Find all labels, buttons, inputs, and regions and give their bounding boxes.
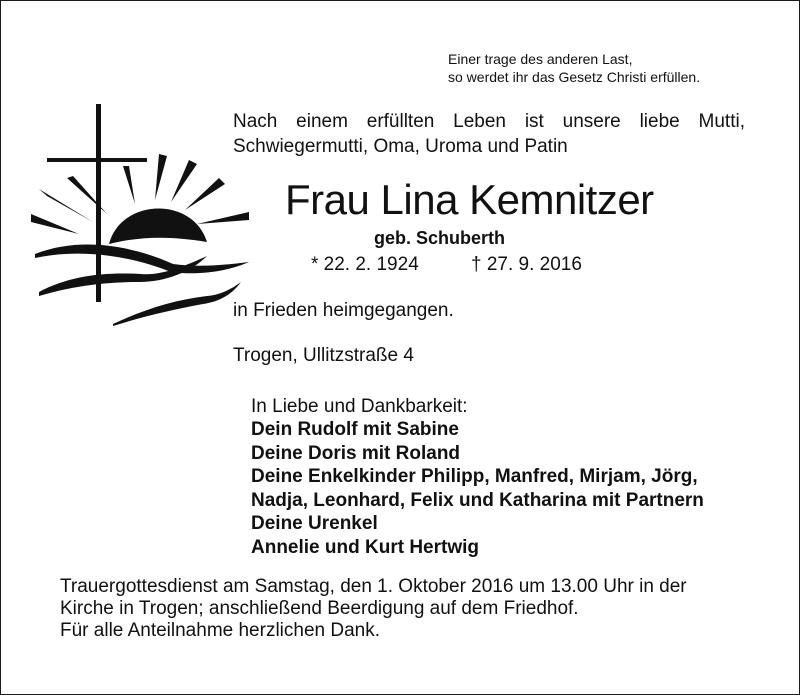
service-line-3: Für alle Anteilnahme herzlichen Dank.: [60, 620, 381, 641]
mourner-line: Dein Rudolf mit Sabine: [251, 419, 459, 440]
cross-sunset-icon: [21, 96, 251, 341]
service-line-1: Trauergottesdienst am Samstag, den 1. Oktober 2016 um 13.00 Uhr in der: [60, 576, 687, 597]
deceased-name: Frau Lina Kemnitzer: [285, 176, 654, 223]
birth-date: * 22. 2. 1924: [311, 254, 419, 275]
mourner-line: Deine Doris mit Roland: [251, 442, 461, 464]
bible-verse-line-2: so werdet ihr das Gesetz Christi erfüllen.: [448, 69, 701, 85]
maiden-name: geb. Schuberth: [374, 228, 506, 248]
mourner-line: Annelie und Kurt Hertwig: [251, 536, 479, 558]
death-date: † 27. 9. 2016: [471, 254, 582, 275]
intro-line-1: Nach einem erfüllten Leben ist unsere liebe Mutti,: [233, 111, 745, 132]
mourner-line: Deine Urenkel: [251, 513, 378, 534]
bible-verse: [448, 50, 700, 86]
passed-away-text: in Frieden heimgegangen.: [233, 300, 454, 321]
intro-line-2: Schwiegermutti, Oma, Uroma und Patin: [233, 136, 568, 157]
mourners-intro: In Liebe und Dankbarkeit:: [251, 396, 468, 417]
intro-text: [233, 109, 745, 159]
service-line-2: Kirche in Trogen; anschließend Beerdigung auf dem Friedhof.: [60, 598, 579, 619]
address: Trogen, Ullitzstraße 4: [233, 345, 414, 366]
bible-verse-line-1: Einer trage des anderen Last,: [448, 51, 633, 67]
mourner-line: Nadja, Leonhard, Felix und Katharina mit Partnern: [251, 489, 704, 511]
life-dates: [311, 253, 582, 277]
funeral-service-info: [60, 576, 687, 642]
mourner-line: Deine Enkelkinder Philipp, Manfred, Mirjam, Jörg,: [251, 466, 698, 487]
mourners-list: [251, 418, 704, 559]
